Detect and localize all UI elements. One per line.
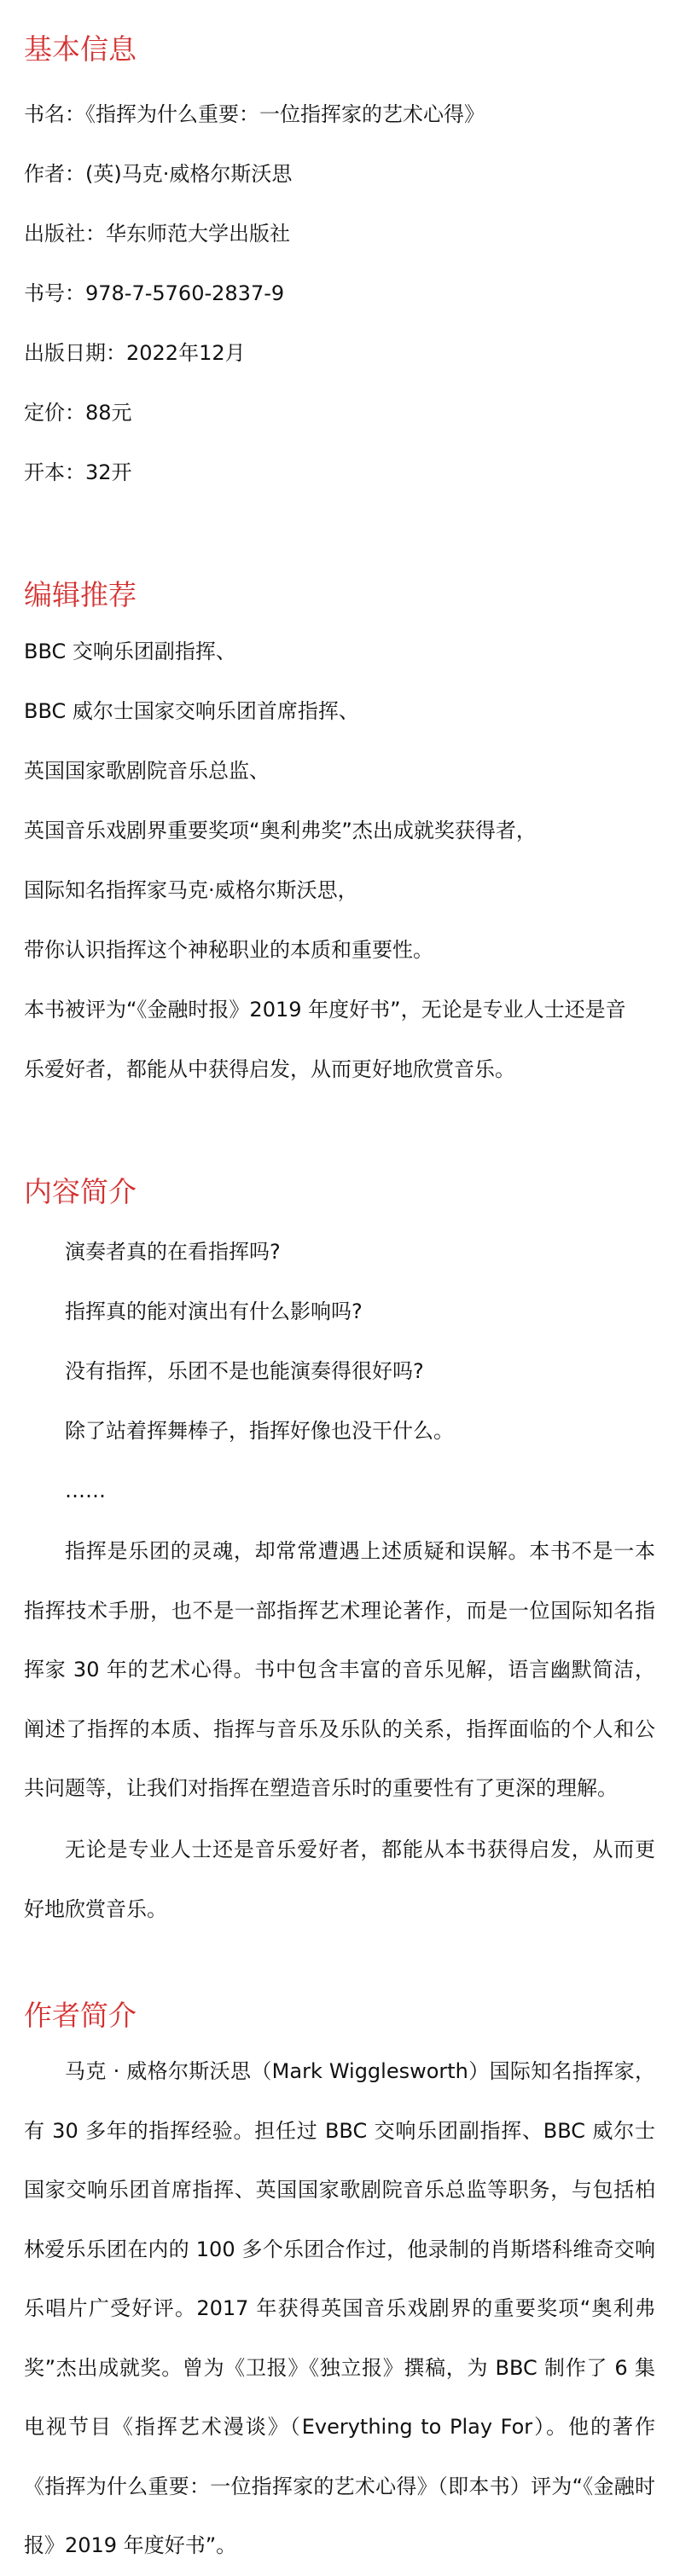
recommend-line: 乐爱好者，都能从中获得启发，从而更好地欣赏音乐。 <box>24 1057 515 1081</box>
recommend-line: 带你认识指挥这个神秘职业的本质和重要性。 <box>24 938 433 962</box>
info-row-price: 定价：88元 <box>24 401 132 425</box>
intro-paragraph-1: 指挥是乐团的灵魂，却常常遭遇上述质疑和误解。本书不是一本指挥技术手册，也不是一部指挥艺术理论著作，而是一位国际知名指挥家 30 年的艺术心得。书中包含丰富的音乐见解，语言幽默简洁，阐述了指挥的本质、指挥与音乐及乐队的关系，指挥面临的个人和公共问题等，让我们对指挥在塑造音乐时的重要性有了更深的理解。 <box>24 1539 655 1800</box>
intro-paragraph-2: 无论是专业人士还是音乐爱好者，都能从本书获得启发，从而更好地欣赏音乐。 <box>24 1838 655 1921</box>
intro-ellipsis: …… <box>65 1479 106 1502</box>
author-paragraph: 马克 · 威格尔斯沃思（Mark Wigglesworth）国际知名指挥家，有 30 多年的指挥经验。担任过 BBC 交响乐团副指挥、BBC 威尔士国家交响乐团首席指挥、英国国家歌剧院音乐总监等职务，与包括柏林爱乐乐团在内的 100 多个乐团合作过，他录制的肖斯塔科维奇交响乐唱片广受好评。2017 年获得英国音乐戏剧界的重要奖项“奥利弗奖”杰出成就奖。曾为《卫报》《独立报》撰稿，为 BBC 制作了 6 集电视节目《指挥艺术漫谈》（Everything to Play For）。他的著作《指挥为什么重要：一位指挥家的艺术心得》（即本书）评为“《金融时报》2019 年度好书”。 <box>24 2059 655 2557</box>
section-title-recommend: 编辑推荐 <box>24 578 137 611</box>
section-title-author: 作者简介 <box>24 1999 137 2032</box>
info-row-publisher: 出版社：华东师范大学出版社 <box>24 222 290 246</box>
info-row-format: 开本：32开 <box>24 460 132 484</box>
intro-question: 指挥真的能对演出有什么影响吗? <box>65 1300 363 1323</box>
info-row-author: 作者：(英)马克·威格尔斯沃思 <box>24 162 293 186</box>
info-row-isbn: 书号：978-7-5760-2837-9 <box>24 281 285 305</box>
section-title-content-intro: 内容简介 <box>24 1175 137 1208</box>
recommend-line: BBC 交响乐团副指挥、 <box>24 640 236 663</box>
intro-question: 没有指挥，乐团不是也能演奏得很好吗? <box>65 1359 424 1383</box>
recommend-line: BBC 威尔士国家交响乐团首席指挥、 <box>24 699 359 723</box>
recommend-line: 本书被评为“《金融时报》2019 年度好书”，无论是专业人士还是音 <box>24 998 626 1022</box>
recommend-line: 英国音乐戏剧界重要奖项“奥利弗奖”杰出成就奖获得者， <box>24 819 537 842</box>
recommend-line: 国际知名指挥家马克·威格尔斯沃思， <box>24 878 358 902</box>
intro-question: 除了站着挥舞棒子，指挥好像也没干什么。 <box>65 1419 454 1443</box>
info-row-date: 出版日期：2022年12月 <box>24 341 246 365</box>
recommend-line: 英国国家歌剧院音乐总监、 <box>24 759 270 783</box>
section-title-basic-info: 基本信息 <box>24 32 137 66</box>
info-row-title: 书名：《指挥为什么重要：一位指挥家的艺术心得》 <box>24 102 485 126</box>
intro-question: 演奏者真的在看指挥吗? <box>65 1240 281 1264</box>
